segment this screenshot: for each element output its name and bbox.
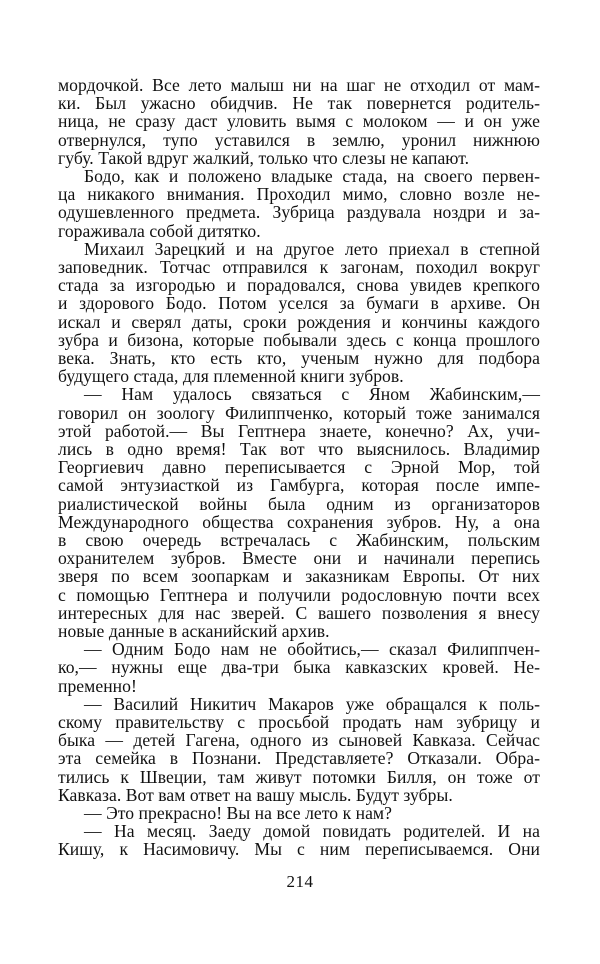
text-line: ки. Был ужасно обидчив. Не так повернется родитель- [58, 93, 540, 114]
text-line: губу. Такой вдруг жалкий, только что слезы не капают. [58, 147, 470, 168]
text-line: ко,— нужны еще два-три быка кавказских кровей. Не- [58, 657, 540, 678]
text-line: заповедник. Тотчас отправился к загонам, походил вокруг [58, 257, 540, 277]
text-line: — Это прекрасно! Вы на все лето к нам? [84, 803, 392, 823]
text-line: — Нам удалось связаться с Яном Жабинским,— [84, 384, 540, 405]
text-line: Бодо, как и положено владыке стада, на своего первен- [84, 166, 540, 186]
text-line: Георгиевич давно переписывается с Эрной Мор, той [58, 457, 540, 478]
text-line: стада за изгородью и порадовался, снова увидев крепкого [58, 275, 540, 296]
text-line: зубра и бизона, которые побывали здесь с конца прошлого [58, 329, 540, 350]
text-line: этой работой.— Вы Гептнера знаете, конечно? Ах, учи- [58, 420, 540, 441]
text-line: одушевленного предмета. Зубрица раздувала ноздри и за- [58, 202, 540, 223]
text-line: и здорового Бодо. Потом уселся за бумаги в архиве. Он [58, 293, 540, 314]
text-line: — Василий Никитич Макаров уже обращался к поль- [84, 693, 540, 714]
text-line: будущего стада, для племенной книги зубров. [58, 366, 404, 387]
text-line: гораживала собой дитятко. [58, 220, 261, 241]
text-line: охранителем зубров. Вместе они и начинали перепись [58, 548, 540, 569]
text-line: мордочкой. Все лето малыш ни на шаг не отходил от мам- [58, 75, 540, 95]
text-line: ца никакого внимания. Проходил мимо, словно возле не- [58, 184, 540, 205]
text-line: века. Знать, кто есть кто, ученым нужно для подбора [58, 348, 540, 368]
text-line: самой энтузиасткой из Гамбурга, которая после импе- [58, 475, 540, 496]
text-line: тились к Швеции, там живут потомки Билля, он тоже от [58, 766, 540, 787]
page-number: 214 [286, 872, 314, 891]
text-line: — Одним Бодо нам не обойтись,— сказал Филиппчен- [84, 639, 540, 660]
text-line: интересных для нас зверей. С вашего позволения я внесу [58, 602, 540, 623]
text-line: с помощью Гептнера и получили родословную почти всех [58, 584, 540, 605]
text-line: Михаил Зарецкий и на другое лето приехал в степной [84, 238, 540, 259]
text-line: быка — детей Гагена, одного из сыновей Кавказа. Сейчас [58, 730, 540, 751]
text-line: ница, не сразу даст уловить вымя с молоком — и он уже [58, 111, 540, 132]
text-line: Кавказа. Вот вам ответ на вашу мысль. Будут зубры. [58, 784, 453, 805]
text-line: новые данные в асканийский архив. [58, 621, 330, 641]
text-line: — На месяц. Заеду домой повидать родителей. И на [84, 821, 540, 842]
text-line: говорил он зоологу Филиппченко, который тоже занимался [58, 402, 540, 423]
text-line: искал и сверял даты, сроки рождения и кончины каждого [58, 311, 540, 332]
text-line: лись в одно время! Так вот что выяснилось. Владимир [58, 439, 540, 459]
text-line: в свою очередь встречалась с Жабинским, польским [58, 530, 540, 550]
text-line: отвернулся, тупо уставился в землю, уронил нижнюю [58, 129, 540, 150]
text-line: риалистической войны была одним из организаторов [58, 493, 540, 514]
text-line: зверя по всем зоопаркам и заказникам Европы. От них [58, 566, 540, 587]
text-line: Международного общества сохранения зубров. Ну, а она [58, 511, 540, 532]
text-line: скому правительству с просьбой продать нам зубрицу и [58, 712, 540, 732]
text-line: Кишу, к Насимовичу. Мы с ним переписываемся. Они [58, 839, 540, 860]
text-line: пременно! [58, 675, 137, 696]
text-line: эта семейка в Познани. Представляете? Отказали. Обра- [58, 748, 540, 769]
